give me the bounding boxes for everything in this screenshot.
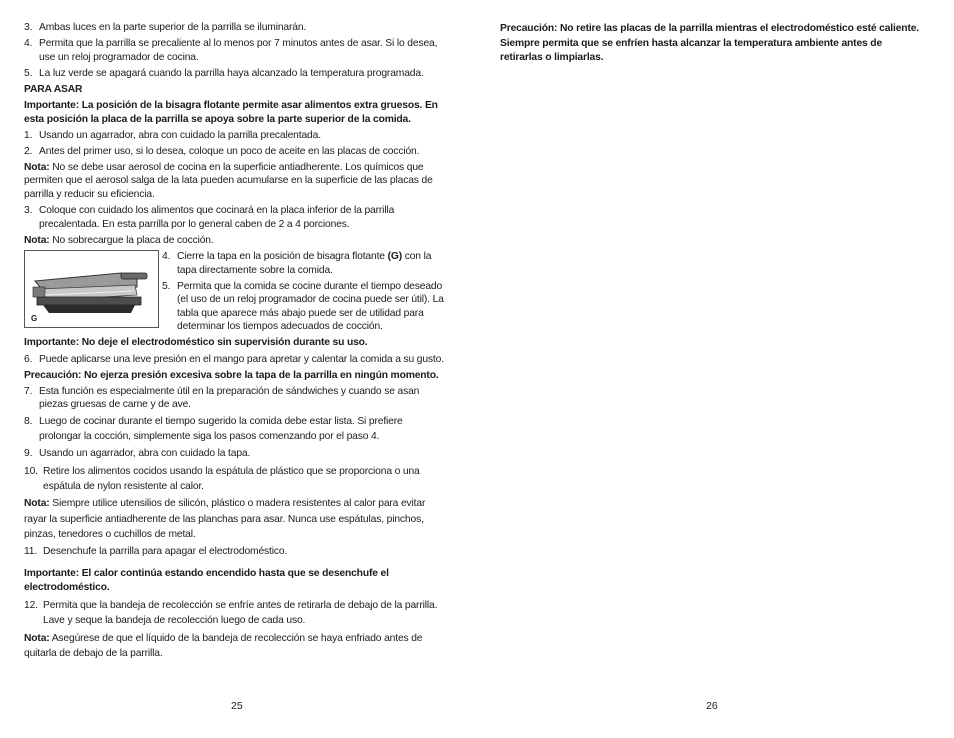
item-number: 6.	[24, 353, 33, 365]
item-text: Permita que la parrilla se precaliente al lo menos por 7 minutos antes de asar. Si lo desea, use un reloj programador de cocina.	[39, 38, 438, 63]
item-text: Retire los alimentos cocidos usando la espátula de plástico que se proporciona o una espátula de nylon resistente al calor.	[43, 465, 420, 492]
list-item	[162, 250, 446, 277]
item-number: 5.	[24, 67, 33, 79]
note-label: Nota:	[24, 632, 50, 644]
left-page	[24, 21, 446, 663]
item-number: 4.	[24, 38, 33, 50]
item-number: 11.	[24, 546, 38, 558]
list-item	[24, 598, 446, 628]
section-heading: PARA ASAR	[24, 83, 83, 95]
note	[24, 631, 446, 661]
item-text	[177, 250, 446, 277]
grill-floating-hinge-image	[25, 251, 158, 327]
list-item	[24, 145, 446, 159]
grill-illustration	[24, 250, 159, 328]
item-text: Esta función es especialmente útil en la preparación de sándwiches y cuando se asan piezas gruesas de carne y de ave.	[39, 385, 420, 411]
note-label: Nota:	[24, 161, 50, 173]
list-item	[24, 67, 446, 81]
page-number: 26	[706, 700, 718, 712]
important-note: Importante: No deje el electrodoméstico sin supervisión durante su uso.	[24, 337, 368, 349]
item-number: 5.	[162, 280, 171, 292]
item-text-part: Cierre la tapa en la posición de bisagra flotante	[177, 250, 388, 262]
item-number: 2.	[24, 145, 33, 157]
item-text-part: con la tapa directamente sobre la comida.	[177, 250, 432, 276]
figure-steps	[162, 250, 446, 337]
important-note: Importante: La posición de la bisagra flotante permite asar alimentos extra gruesos. En esta posición la placa de la parrilla se apoya sobre la parte superior de la comida.	[24, 99, 438, 125]
important-note: Importante: El calor continúa estando encendido hasta que se desenchufe el electrodoméstico.	[24, 568, 389, 593]
item-text: Usando un agarrador, abra con cuidado la parrilla precalentada.	[39, 129, 321, 141]
note-text: No sobrecargue la placa de cocción.	[49, 234, 214, 246]
item-number: 3.	[24, 205, 33, 217]
caution-note: Precaución: No retire las placas de la parrilla mientras el electrodoméstico esté caliente. Siempre permita que se enfríen hasta alcanzar la temperatura ambiente antes de retirarlas o limpiarlas.	[500, 23, 920, 63]
item-text: Antes del primer uso, si lo desea, coloque un poco de aceite en las placas de cocción.	[39, 145, 420, 157]
item-number: 4.	[162, 250, 171, 262]
item-number: 7.	[24, 385, 33, 397]
page-number: 25	[231, 700, 243, 712]
list-item	[24, 447, 446, 461]
note-text: Asegúrese de que el líquido de la bandeja de recolección se haya enfriado antes de quitarla de debajo de la parrilla.	[24, 632, 423, 659]
item-text: Coloque con cuidado los alimentos que cocinará en la placa inferior de la parrilla precalentada. En esta parrilla por lo general caben de 2 a 4 porciones.	[39, 205, 395, 230]
list-item	[24, 545, 446, 559]
item-text: La luz verde se apagará cuando la parrilla haya alcanzado la temperatura programada.	[39, 67, 424, 79]
item-text: Desenchufe la parrilla para apagar el electrodoméstico.	[43, 546, 288, 558]
note	[24, 234, 446, 248]
list-item	[24, 385, 446, 412]
figure-reference: (G)	[387, 250, 403, 262]
item-text: Permita que la comida se cocine durante el tiempo deseado (el uso de un reloj programador de cocina puede ser útil). La tabla que aparece más abajo puede ser de utilidad para determinar los tiempos adecuados de cocción.	[177, 280, 444, 333]
list-item	[24, 414, 446, 444]
item-text: Usando un agarrador, abra con cuidado la tapa.	[39, 447, 251, 459]
list-item	[24, 204, 446, 231]
item-number: 12.	[24, 600, 38, 612]
note-text: No se debe usar aerosol de cocina en la superficie antiadherente. Los químicos que permiten que el aerosol salga de la lata pueden acumularse en la superficie de las placas de parrilla y reducir su eficiencia.	[24, 161, 433, 201]
note	[24, 496, 446, 543]
right-page	[500, 22, 920, 68]
item-number: 9.	[24, 447, 33, 459]
figure-row	[24, 250, 446, 337]
item-text: Luego de cocinar durante el tiempo sugerido la comida debe estar lista. Si prefiere prolongar la cocción, simplemente siga los pasos comenzando por el paso 4.	[39, 416, 403, 443]
item-number: 8.	[24, 416, 33, 428]
note-text: Siempre utilice utensilios de silicón, plástico o madera resistentes al calor para evitar rayar la superficie antiadherente de las planchas para asar. Nunca use espátulas, pinchos, pinzas, tenedores o cuchillos de metal.	[24, 498, 426, 541]
item-text: Puede aplicarse una leve presión en el mango para apretar y calentar la comida a su gusto.	[39, 353, 444, 365]
list-item	[162, 280, 446, 334]
item-text: Permita que la bandeja de recolección se enfríe antes de retirarla de debajo de la parrilla. Lave y seque la bandeja de recolección luego de cada uso.	[43, 600, 438, 627]
list-item	[24, 21, 446, 35]
note	[24, 161, 446, 202]
item-text: Ambas luces en la parte superior de la parrilla se iluminarán.	[39, 22, 307, 33]
list-item	[24, 129, 446, 143]
note-label: Nota:	[24, 498, 50, 510]
list-item	[24, 353, 446, 367]
note-label: Nota:	[24, 234, 50, 246]
item-number: 1.	[24, 129, 33, 141]
figure-label: G	[31, 313, 38, 323]
list-item	[24, 37, 446, 64]
list-item	[24, 464, 446, 494]
item-number: 10.	[24, 465, 38, 477]
caution-note: Precaución: No ejerza presión excesiva sobre la tapa de la parrilla en ningún momento.	[24, 369, 439, 381]
item-number: 3.	[24, 22, 33, 33]
